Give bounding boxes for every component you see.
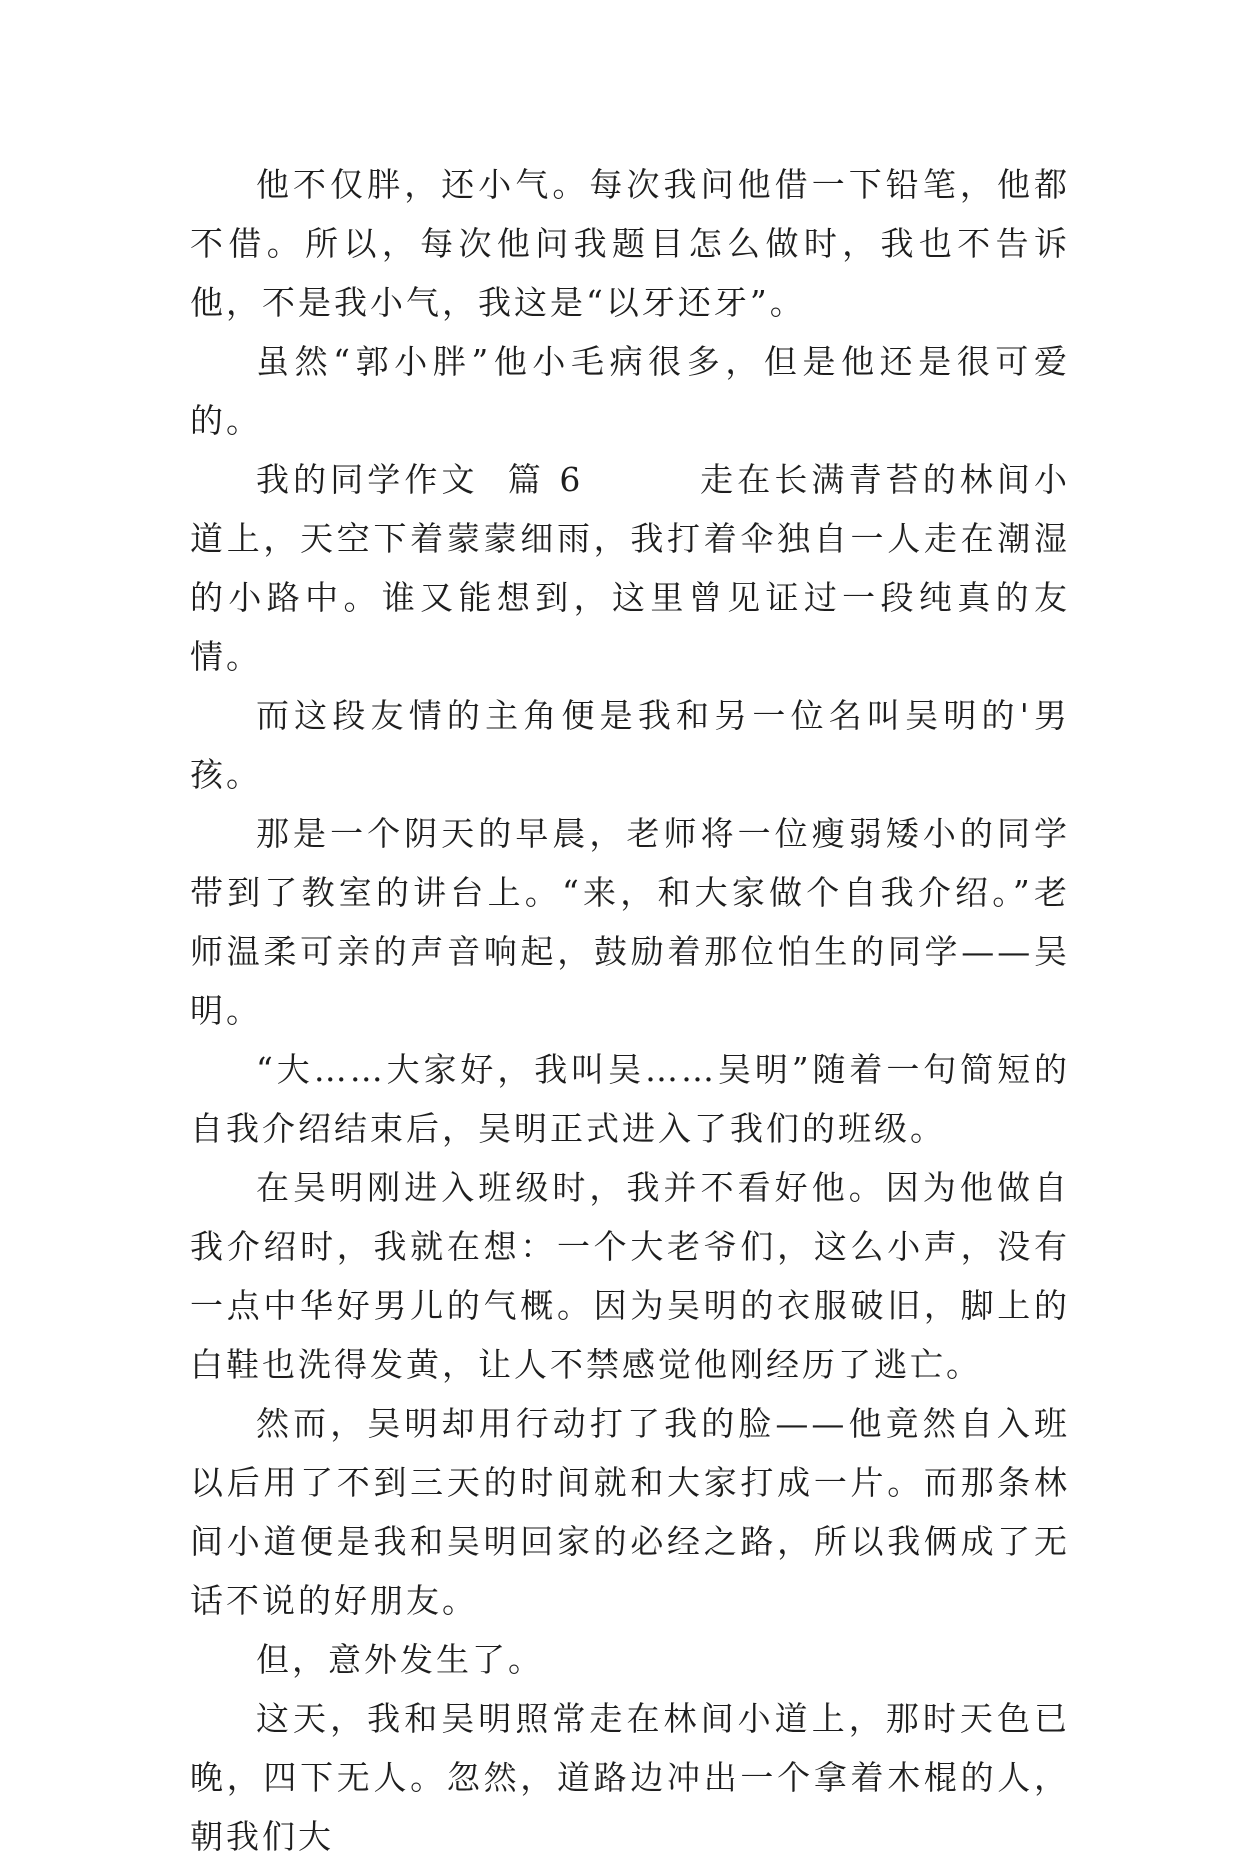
paragraph-7: 在吴明刚进入班级时，我并不看好他。因为他做自我介绍时，我就在想：一个大老爷们，这么小声，没有一点中华好男儿的气概。因为吴明的衣服破旧，脚上的白鞋也洗得发黄，让人不禁感觉他刚经历了逃亡。 bbox=[190, 1168, 1070, 1384]
paragraph-6: “大……大家好，我叫吴……吴明”随着一句简短的自我介绍结束后，吴明正式进入了我们的班级。 bbox=[190, 1050, 1070, 1148]
paragraph-3: 我的同学作文 篇 6 走在长满青苔的林间小道上，天空下着蒙蒙细雨，我打着伞独自一人走在潮湿的小路中。谁又能想到，这里曾见证过一段纯真的友情。 bbox=[190, 460, 1070, 676]
paragraph-9: 但，意外发生了。 bbox=[256, 1640, 544, 1679]
paragraph-8: 然而，吴明却用行动打了我的脸——他竟然自入班以后用了不到三天的时间就和大家打成一片。而那条林间小道便是我和吴明回家的必经之路，所以我俩成了无话不说的好朋友。 bbox=[190, 1404, 1070, 1620]
paragraph-10: 这天，我和吴明照常走在林间小道上，那时天色已晚，四下无人。忽然，道路边冲出一个拿着木棍的人，朝我们大 bbox=[190, 1699, 1070, 1856]
paragraph-4: 而这段友情的主角便是我和另一位名叫吴明的'男孩。 bbox=[190, 696, 1070, 794]
paragraph-2: 虽然“郭小胖”他小毛病很多，但是他还是很可爱的。 bbox=[190, 342, 1070, 440]
document-body bbox=[190, 155, 1070, 1866]
paragraph-1: 他不仅胖，还小气。每次我问他借一下铅笔，他都不借。所以，每次他问我题目怎么做时，我也不告诉他，不是我小气，我这是“以牙还牙”。 bbox=[190, 165, 1070, 322]
paragraph-5: 那是一个阴天的早晨，老师将一位瘦弱矮小的同学带到了教室的讲台上。“来，和大家做个自我介绍。”老师温柔可亲的声音响起，鼓励着那位怕生的同学——吴明。 bbox=[190, 814, 1070, 1030]
